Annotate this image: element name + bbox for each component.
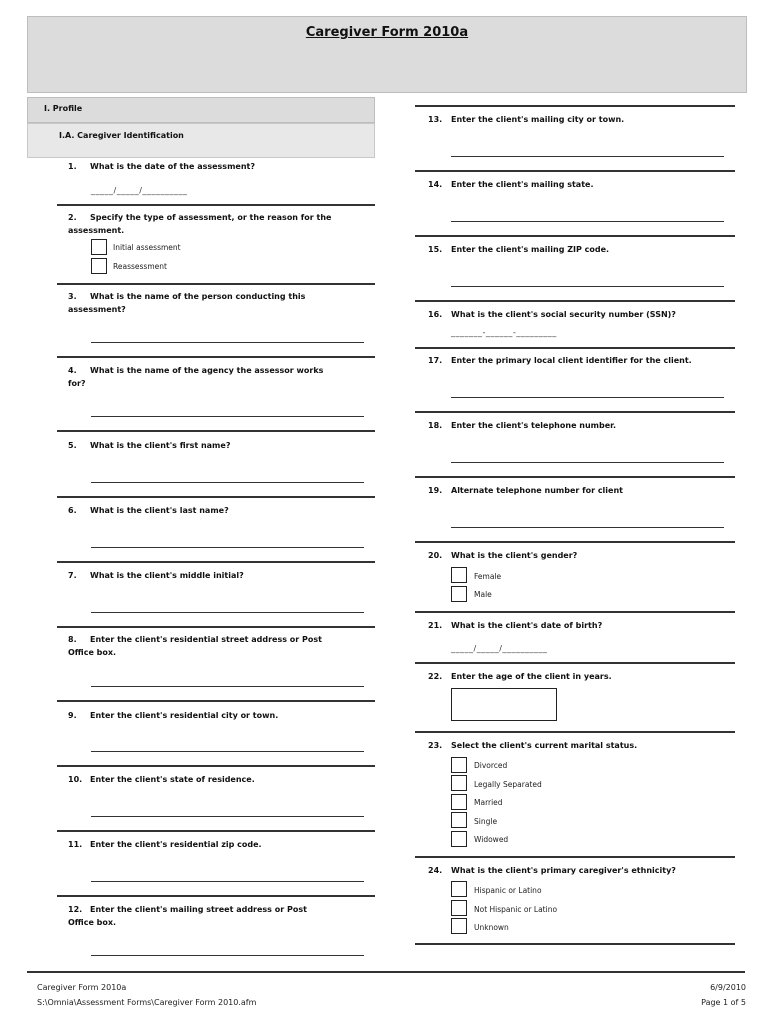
question-text: Enter the client's mailing state. xyxy=(451,180,594,189)
question-18 xyxy=(428,419,616,432)
option-label: Hispanic or Latino xyxy=(474,886,542,895)
input-mailing-zip[interactable] xyxy=(451,286,724,287)
question-10 xyxy=(68,773,255,786)
question-text: What is the client's date of birth? xyxy=(451,621,603,630)
form-title-banner xyxy=(27,16,747,93)
divider xyxy=(415,347,735,349)
input-residential-state[interactable] xyxy=(91,816,364,817)
question-text: What is the client's first name? xyxy=(90,441,231,450)
checkbox-legally-separated[interactable] xyxy=(451,775,467,791)
checkbox-widowed[interactable] xyxy=(451,831,467,847)
ssn-field[interactable]: _______-______-_________ xyxy=(451,328,557,337)
divider xyxy=(415,235,735,237)
question-7 xyxy=(68,569,244,582)
question-text: Specify the type of assessment, or the reason for the xyxy=(90,213,332,222)
divider xyxy=(57,430,375,432)
question-text: What is the client's middle initial? xyxy=(90,571,244,580)
date-field-assessment[interactable]: _____/_____/__________ xyxy=(91,186,188,195)
checkbox-hispanic-or-latino[interactable] xyxy=(451,881,467,897)
question-24 xyxy=(428,864,676,877)
input-alternate-telephone[interactable] xyxy=(451,527,724,528)
checkbox-not-hispanic-or-latino[interactable] xyxy=(451,900,467,916)
option-label: Divorced xyxy=(474,761,508,770)
option-label: Single xyxy=(474,817,498,826)
question-8-cont: Office box. xyxy=(68,648,117,657)
option-label: Married xyxy=(474,798,503,807)
question-13 xyxy=(428,113,624,126)
question-17 xyxy=(428,354,692,367)
question-number: 1. xyxy=(68,162,77,171)
question-21 xyxy=(428,619,602,632)
input-mailing-state[interactable] xyxy=(451,221,724,222)
question-number: 15. xyxy=(428,245,443,254)
question-text: What is the date of the assessment? xyxy=(90,162,255,171)
option-label: Widowed xyxy=(474,835,509,844)
divider xyxy=(57,356,375,358)
question-number: 2. xyxy=(68,213,77,222)
question-19 xyxy=(428,484,623,497)
divider xyxy=(415,300,735,302)
footer-divider xyxy=(27,971,745,973)
question-number: 6. xyxy=(68,506,77,515)
question-text: What is the name of the agency the assessor works xyxy=(90,366,324,375)
question-text: Enter the client's residential city or town. xyxy=(90,711,279,720)
question-11 xyxy=(68,838,262,851)
question-number: 22. xyxy=(428,672,443,681)
option-label: Legally Separated xyxy=(474,780,542,789)
question-15 xyxy=(428,243,609,256)
form-title: Caregiver Form 2010a xyxy=(305,25,469,40)
section-header-profile xyxy=(27,97,375,123)
input-age[interactable] xyxy=(451,688,557,721)
divider xyxy=(415,411,735,413)
checkbox-male[interactable] xyxy=(451,586,467,602)
checkbox-female[interactable] xyxy=(451,567,467,583)
question-6 xyxy=(68,504,229,517)
question-text: Enter the client's residential street address or Post xyxy=(90,635,322,644)
question-12 xyxy=(68,903,368,916)
divider xyxy=(57,895,375,897)
footer-form-name: Caregiver Form 2010a xyxy=(37,983,127,992)
input-middle-initial[interactable] xyxy=(91,612,364,613)
input-residential-city[interactable] xyxy=(91,751,364,752)
divider xyxy=(415,541,735,543)
section-label: I. Profile xyxy=(44,104,83,113)
question-text: Enter the client's mailing street address or Post xyxy=(90,905,307,914)
question-number: 18. xyxy=(428,421,443,430)
divider xyxy=(415,662,735,664)
divider xyxy=(57,830,375,832)
question-3 xyxy=(68,290,368,303)
input-residential-address[interactable] xyxy=(91,686,364,687)
checkbox-unknown[interactable] xyxy=(451,918,467,934)
question-number: 7. xyxy=(68,571,77,580)
divider xyxy=(57,561,375,563)
question-3-cont: assessment? xyxy=(68,305,126,314)
option-label: Unknown xyxy=(474,923,509,932)
option-label: Initial assessment xyxy=(113,243,181,252)
input-mailing-address[interactable] xyxy=(91,955,364,956)
divider xyxy=(57,283,375,285)
subsection-label: I.A. Caregiver Identification xyxy=(59,131,184,140)
footer-page-number: Page 1 of 5 xyxy=(701,998,746,1007)
divider xyxy=(57,204,375,206)
question-text: What is the name of the person conducting this xyxy=(90,292,306,301)
input-last-name[interactable] xyxy=(91,547,364,548)
question-1 xyxy=(68,160,255,173)
question-text: Alternate telephone number for client xyxy=(451,486,623,495)
checkbox-reassessment[interactable] xyxy=(91,258,107,274)
question-text: Enter the client's state of residence. xyxy=(90,775,255,784)
input-residential-zip[interactable] xyxy=(91,881,364,882)
divider xyxy=(415,105,735,107)
question-number: 24. xyxy=(428,866,443,875)
question-8 xyxy=(68,633,368,646)
question-number: 11. xyxy=(68,840,83,849)
question-4 xyxy=(68,364,368,377)
question-number: 10. xyxy=(68,775,83,784)
divider xyxy=(57,765,375,767)
divider xyxy=(57,700,375,702)
question-23 xyxy=(428,739,637,752)
question-number: 5. xyxy=(68,441,77,450)
question-text: Enter the client's telephone number. xyxy=(451,421,617,430)
question-number: 21. xyxy=(428,621,443,630)
question-5 xyxy=(68,439,230,452)
checkbox-initial-assessment[interactable] xyxy=(91,239,107,255)
input-agency-name[interactable] xyxy=(91,416,364,417)
question-text: Enter the client's mailing ZIP code. xyxy=(451,245,610,254)
question-2-cont: assessment. xyxy=(68,226,125,235)
question-number: 23. xyxy=(428,741,443,750)
input-telephone[interactable] xyxy=(451,462,724,463)
subsection-header-caregiver-identification xyxy=(27,123,375,158)
checkbox-married[interactable] xyxy=(451,794,467,810)
divider xyxy=(415,611,735,613)
date-field-birth[interactable]: _____/_____/__________ xyxy=(451,644,548,653)
question-text: Enter the age of the client in years. xyxy=(451,672,612,681)
question-text: What is the client's primary caregiver's ethnicity? xyxy=(451,866,676,875)
question-number: 19. xyxy=(428,486,443,495)
question-text: Enter the primary local client identifier for the client. xyxy=(451,356,692,365)
divider xyxy=(57,626,375,628)
question-number: 8. xyxy=(68,635,77,644)
input-assessor-name[interactable] xyxy=(91,342,364,343)
question-12-cont: Office box. xyxy=(68,918,117,927)
question-text: What is the client's gender? xyxy=(451,551,578,560)
divider xyxy=(415,943,735,945)
question-text: Select the client's current marital status. xyxy=(451,741,638,750)
question-20 xyxy=(428,549,577,562)
question-2 xyxy=(68,211,368,224)
question-number: 3. xyxy=(68,292,77,301)
question-number: 4. xyxy=(68,366,77,375)
divider xyxy=(415,170,735,172)
question-text: Enter the client's residential zip code. xyxy=(90,840,262,849)
divider xyxy=(415,476,735,478)
question-number: 14. xyxy=(428,180,443,189)
question-4-cont: for? xyxy=(68,379,86,388)
input-mailing-city[interactable] xyxy=(451,156,724,157)
divider xyxy=(57,496,375,498)
divider xyxy=(415,731,735,733)
option-label: Male xyxy=(474,590,492,599)
question-16 xyxy=(428,308,676,321)
option-label: Reassessment xyxy=(113,262,167,271)
question-text: What is the client's social security number (SSN)? xyxy=(451,310,676,319)
question-text: Enter the client's mailing city or town. xyxy=(451,115,625,124)
option-label: Female xyxy=(474,572,502,581)
checkbox-single[interactable] xyxy=(451,812,467,828)
question-14 xyxy=(428,178,593,191)
question-number: 16. xyxy=(428,310,443,319)
question-number: 13. xyxy=(428,115,443,124)
footer-file-path: S:\Omnia\Assessment Forms\Caregiver Form 2010.afm xyxy=(37,998,257,1007)
question-number: 17. xyxy=(428,356,443,365)
question-9 xyxy=(68,709,278,722)
input-client-identifier[interactable] xyxy=(451,397,724,398)
question-number: 12. xyxy=(68,905,83,914)
input-first-name[interactable] xyxy=(91,482,364,483)
option-label: Not Hispanic or Latino xyxy=(474,905,558,914)
question-number: 20. xyxy=(428,551,443,560)
question-22 xyxy=(428,670,612,683)
question-text: What is the client's last name? xyxy=(90,506,229,515)
divider xyxy=(415,856,735,858)
question-number: 9. xyxy=(68,711,77,720)
checkbox-divorced[interactable] xyxy=(451,757,467,773)
footer-date: 6/9/2010 xyxy=(710,983,746,992)
